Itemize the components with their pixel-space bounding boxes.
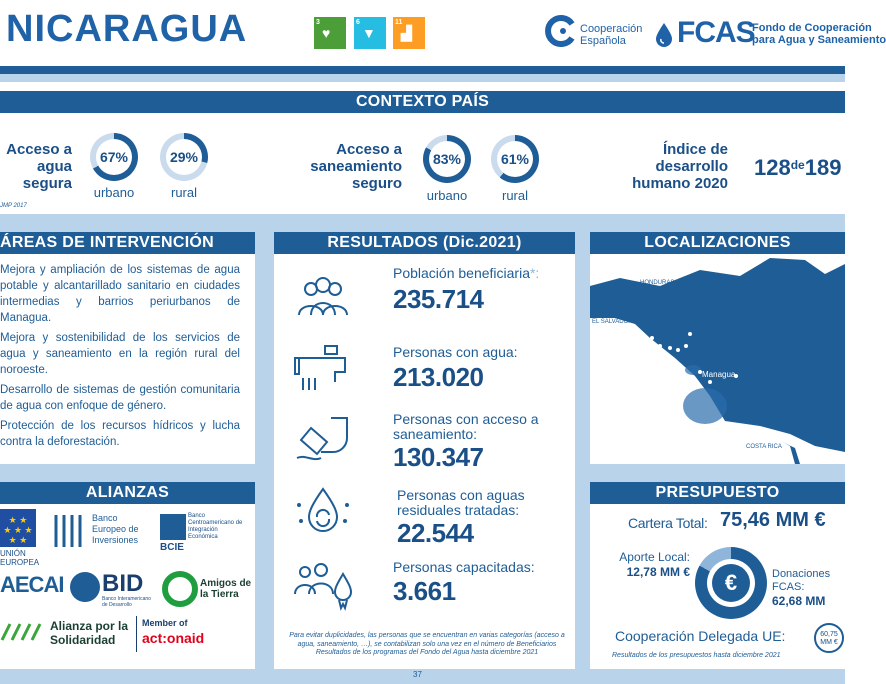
actionaid-logo: act:onaid	[142, 630, 205, 646]
idh-rank: 128	[754, 155, 791, 180]
result-label-sup: *:	[529, 265, 540, 281]
divider	[136, 616, 137, 652]
label-line: segura	[22, 175, 72, 192]
nicaragua-map	[590, 256, 845, 464]
euro-circle	[707, 559, 755, 607]
bcie-line: Centroamericano de	[188, 520, 243, 526]
alianza-solidaridad-icon	[0, 620, 46, 642]
aporte-local-label: Aporte Local:	[619, 550, 690, 564]
label-line: saneamiento	[310, 158, 402, 175]
bcie-line: Económica	[188, 534, 218, 540]
coop-line: Española	[580, 35, 626, 47]
bid-logo: BID	[102, 570, 144, 597]
resultados-title: RESULTADOS (Dic.2021)	[274, 232, 575, 254]
member-of-text: Member of	[142, 618, 188, 628]
agua-rural-ring	[160, 133, 208, 181]
ring-label: urbano	[426, 188, 468, 203]
map-label-costarica: COSTA RICA	[746, 444, 782, 450]
result-label	[393, 266, 573, 281]
bcie-text	[188, 513, 242, 541]
label-line: Acceso a	[336, 141, 402, 158]
presupuesto-note: Resultados de los presupuestos hasta diciembre 2021	[612, 652, 781, 659]
result-label-text: Población beneficiaria	[393, 265, 530, 281]
bei-line: Inversiones	[92, 535, 139, 545]
sdg-6-badge	[354, 17, 386, 49]
water-drop-icon	[654, 22, 674, 48]
buildings-icon: ▟	[401, 25, 412, 41]
bid-subtitle	[102, 596, 151, 608]
result-value: 3.661	[393, 576, 456, 606]
result-label: Personas capacitadas:	[393, 559, 535, 575]
bid-globe-icon	[70, 572, 100, 602]
bid-sub: de Desarrollo	[102, 602, 132, 608]
stars-icon: ★ ★ ★ ★ ★ ★ ★	[3, 515, 33, 545]
fcas-subtitle	[752, 22, 886, 46]
ring-value: 61%	[497, 141, 533, 177]
result-value: 130.347	[393, 442, 484, 472]
bcie-logo	[160, 514, 186, 540]
coop-line: Cooperación	[580, 23, 643, 35]
sdg-number: 11	[395, 19, 403, 26]
label-line: desarrollo	[655, 158, 728, 175]
sdg-number: 6	[356, 19, 360, 26]
agua-urbano-ring	[90, 133, 138, 181]
alianza-solidaridad-text	[50, 619, 128, 647]
contexto-title: CONTEXTO PAÍS	[0, 91, 845, 113]
cooperacion-espanola-logo	[546, 16, 576, 46]
alianza-line: Alianza por la	[50, 619, 129, 633]
donaciones-fcas-label	[772, 568, 830, 594]
bcie-line: Integración	[188, 527, 218, 533]
ring-label: urbano	[93, 185, 135, 200]
training-people-icon	[291, 560, 355, 610]
water-tap-icon	[291, 342, 355, 392]
eu-flag-logo	[0, 509, 36, 547]
ring-value: 67%	[96, 139, 132, 175]
budget-donut	[695, 547, 767, 619]
ring-value: 83%	[429, 141, 465, 177]
resultados-note	[282, 632, 572, 658]
bei-logo	[52, 513, 86, 549]
ring-value: 29%	[166, 139, 202, 175]
label-line: seguro	[351, 175, 402, 192]
idh-de: de	[790, 158, 805, 172]
water-glass-icon: ▼	[362, 25, 376, 41]
source-note: JMP 2017	[0, 203, 27, 209]
idh-label	[610, 141, 728, 192]
result-value: 235.714	[393, 284, 484, 314]
sewer-pipe-icon	[291, 414, 355, 464]
fcas-line: para Agua y Saneamiento	[752, 34, 886, 46]
localizaciones-title: LOCALIZACIONES	[590, 232, 845, 254]
fcas-label-line: FCAS:	[772, 581, 805, 593]
bcie-line: Banco	[188, 513, 206, 519]
sdg-3-badge	[314, 17, 346, 49]
result-label: Personas con aguas residuales tratadas:	[397, 487, 525, 518]
aecid-logo: AECAI	[0, 572, 64, 597]
ue-value-line: MM €	[820, 639, 838, 646]
bcie-acronym: BCIE	[160, 542, 184, 553]
bid-sub: Banco	[102, 596, 117, 602]
bei-line: Banco	[92, 513, 118, 523]
bei-bars-icon	[52, 513, 86, 549]
alianza-line: Solidaridad	[50, 633, 116, 647]
ue-label: UNIÓN EUROPEA	[0, 549, 40, 567]
donaciones-fcas-value: 62,68 MM	[772, 594, 826, 608]
amigos-tierra-text	[200, 578, 251, 600]
saneamiento-urbano-ring	[423, 135, 471, 183]
cooperacion-ue-value	[814, 623, 844, 653]
heartbeat-icon: ♥	[322, 25, 331, 41]
result-label: Personas con acceso a saneamiento:	[393, 411, 539, 442]
cartera-value: 75,46 MM €	[720, 509, 826, 531]
cooperacion-ue-label: Cooperación Delegada UE:	[615, 628, 786, 644]
label-line: Índice de	[662, 141, 728, 158]
fcas-label-line: Donaciones	[772, 568, 831, 580]
idh-total: 189	[804, 155, 842, 180]
amigos-line: la Tierra	[200, 589, 239, 600]
list-item: Protección de los recursos hídricos y lucha contra la deforestación.	[0, 420, 240, 448]
note-line: Resultados de los programas del Fondo del Agua hasta diciembre 2021	[315, 649, 539, 656]
aporte-local-value: 12,78 MM €	[626, 565, 690, 579]
presupuesto-title: PRESUPUESTO	[590, 482, 845, 504]
bei-line: Europeo de	[92, 524, 139, 534]
fcas-logo-text: FCAS	[677, 16, 755, 49]
sdg-number: 3	[316, 19, 320, 26]
saneamiento-label	[290, 141, 402, 192]
people-group-icon	[291, 275, 355, 325]
result-value: 22.544	[397, 518, 474, 548]
map-label-managua: Managua	[702, 370, 736, 379]
list-item: Mejora y ampliación de los sistemas de agua potable y alcantarillado sanitario en ciudades intermedias y barrios periurbanos de Managua.	[0, 264, 240, 324]
label-line: humano 2020	[632, 175, 728, 192]
ue-value-line: 60,75	[820, 631, 838, 638]
result-value: 213.020	[393, 362, 484, 392]
agua-label	[0, 141, 72, 192]
sdg-11-badge	[393, 17, 425, 49]
amigos-tierra-ring-icon	[162, 571, 198, 607]
areas-title: ÁREAS DE INTERVENCIÓN	[0, 232, 255, 254]
label-line: agua	[36, 158, 72, 175]
alianzas-title: ALIANZAS	[0, 482, 255, 504]
cooperacion-espanola-text	[580, 23, 642, 47]
fcas-line: Fondo de Cooperación	[752, 22, 872, 34]
saneamiento-rural-ring	[491, 135, 539, 183]
map-label-honduras: HONDURAS	[640, 280, 675, 286]
ring-label: rural	[170, 185, 197, 200]
bid-sub: Interamericano	[117, 596, 151, 602]
water-recycle-icon	[291, 485, 355, 535]
euro-icon: €	[712, 564, 750, 602]
bei-text	[92, 513, 139, 546]
page-title: NICARAGUA	[6, 8, 248, 50]
header-divider	[0, 66, 845, 74]
list-item: Mejora y sostenibilidad de los servicios de agua y saneamiento en la región rural del noroeste.	[0, 332, 240, 376]
label-line: Acceso a	[6, 141, 72, 158]
amigos-line: Amigos de	[200, 578, 252, 589]
cartera-label: Cartera Total:	[628, 515, 708, 531]
page-number: 37	[413, 670, 422, 679]
map-label-elsalvador: EL SALVADOR	[592, 319, 633, 325]
list-item: Desarrollo de sistemas de gestión comunitaria de agua con enfoque de género.	[0, 384, 240, 412]
idh-value	[754, 155, 841, 181]
note-line: Para evitar duplicidades, las personas que se encuentran en varias categorías (acceso a agua, saneamiento, …), se contabilizan solo una vez en el número de Beneficiarios	[289, 632, 565, 648]
ring-label: rural	[501, 188, 528, 203]
areas-list	[0, 262, 240, 454]
result-label: Personas con agua:	[393, 344, 518, 360]
